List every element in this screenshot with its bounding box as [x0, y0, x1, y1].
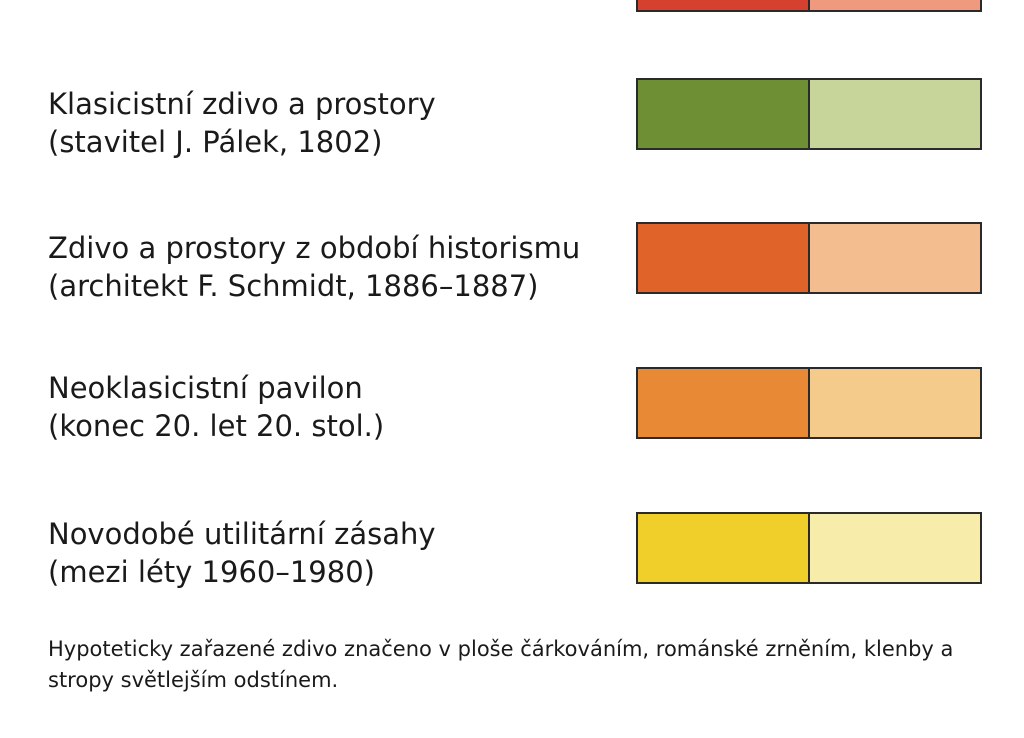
legend-entry-period: (architekt F. Schmidt, 1886–1887)	[48, 269, 539, 303]
legend-entry-2	[48, 229, 580, 305]
swatch-light-half	[810, 224, 980, 292]
swatch-dark-half	[638, 80, 810, 148]
swatch-light-half	[810, 80, 980, 148]
legend-entry-1	[48, 85, 436, 161]
swatch-light-half	[810, 514, 980, 582]
swatch-light-half	[810, 0, 980, 10]
legend-entry-4	[48, 515, 436, 591]
legend-swatch-3	[636, 367, 982, 439]
legend-entry-period: (mezi léty 1960–1980)	[48, 555, 375, 589]
legend-entry-title: Neoklasicistní pavilon	[48, 371, 363, 405]
legend-entry-3	[48, 369, 384, 445]
swatch-dark-half	[638, 369, 810, 437]
legend-swatch-4	[636, 512, 982, 584]
swatch-dark-half	[638, 0, 810, 10]
legend-entry-period: (konec 20. let 20. stol.)	[48, 409, 385, 443]
legend-footnote: Hypoteticky zařazené zdivo značeno v ploše čárkováním, románské zrněním, klenby a stropy světlejším odstínem.	[48, 637, 954, 692]
legend-entry-title: Novodobé utilitární zásahy	[48, 517, 436, 551]
swatch-dark-half	[638, 514, 810, 582]
legend-entry-title: Zdivo a prostory z období historismu	[48, 231, 581, 265]
swatch-light-half	[810, 369, 980, 437]
legend-entry-title: Klasicistní zdivo a prostory	[48, 87, 436, 121]
legend-entry-period: (stavitel J. Pálek, 1802)	[48, 125, 383, 159]
legend-swatch-2	[636, 222, 982, 294]
swatch-dark-half	[638, 224, 810, 292]
legend-swatch-0	[636, 0, 982, 12]
legend-swatch-1	[636, 78, 982, 150]
